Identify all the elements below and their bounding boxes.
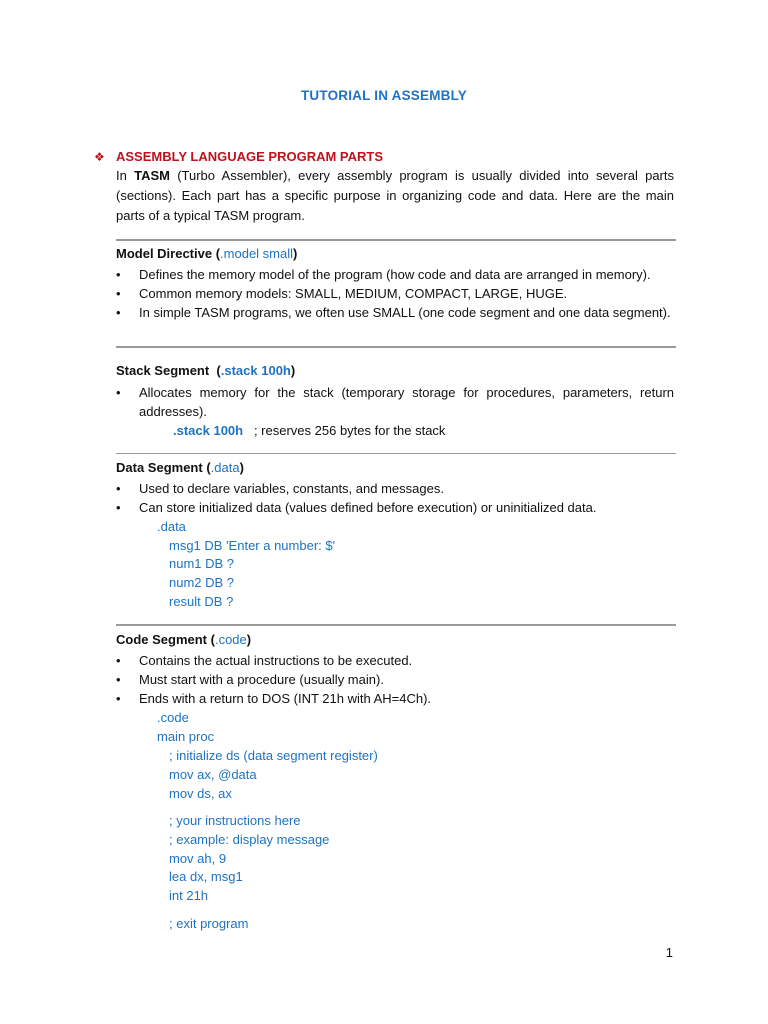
code-line: int 21h — [169, 888, 209, 903]
list-item: • Ends with a return to DOS (INT 21h with AH=4Ch). — [116, 689, 674, 708]
stack-title: Stack Segment — [116, 363, 210, 378]
diamond-dots-icon: ❖ — [94, 149, 105, 164]
list-item: • Allocates memory for the stack (temporary storage for procedures, parameters, return addresses). — [116, 383, 674, 421]
document-title: TUTORIAL IN ASSEMBLY — [300, 88, 468, 103]
intro-bold-term: TASM — [134, 168, 170, 183]
code-line: ; initialize ds (data segment register) — [169, 748, 378, 763]
list-item: • Contains the actual instructions to be executed. — [116, 651, 674, 670]
stack-directive: .stack 100h — [220, 363, 291, 378]
data-title: Data Segment — [116, 460, 203, 475]
intro-prefix: In — [116, 168, 135, 183]
code-line: ; exit program — [169, 916, 249, 931]
list-item: • Must start with a procedure (usually main). — [116, 670, 674, 689]
code-title: Code Segment — [116, 632, 208, 647]
code-line: result DB ? — [169, 594, 234, 609]
code-line: msg1 DB 'Enter a number: $' — [169, 538, 336, 553]
model-heading: Model Directive (.model small) — [116, 246, 298, 261]
model-title: Model Directive — [116, 246, 213, 261]
code-line: num2 DB ? — [169, 575, 235, 590]
stack-example — [173, 421, 445, 440]
code-line: mov ds, ax — [169, 786, 232, 801]
model-directive: .model small — [220, 246, 294, 261]
stack-bullets — [116, 383, 674, 421]
list-item: • Used to declare variables, constants, and messages. — [116, 479, 674, 498]
code-line: main proc — [157, 729, 215, 744]
model-bullets — [116, 265, 674, 322]
code-line: mov ax, @data — [169, 767, 257, 782]
code-line: mov ah, 9 — [169, 851, 227, 866]
code-bullets — [116, 651, 674, 708]
data-bullets — [116, 479, 674, 517]
code-directive: .code — [214, 632, 247, 647]
intro-paragraph — [116, 166, 674, 226]
code-line: .data — [157, 519, 186, 534]
intro-rest: (Turbo Assembler), every assembly program is usually divided into several parts (sections). Each part has a specific purpose in organizing code and data. Here are the main parts of a typical TASM program. — [116, 168, 674, 223]
code-line: ; your instructions here — [169, 813, 301, 828]
data-directive: .data — [210, 460, 240, 475]
code-heading: Code Segment (.code) — [116, 632, 252, 647]
section-heading — [94, 149, 383, 164]
stack-example-code: .stack 100h — [173, 423, 244, 438]
page-number: 1 — [665, 945, 673, 960]
list-item: • Can store initialized data (values defined before execution) or uninitialized data. — [116, 498, 674, 517]
code-line: lea dx, msg1 — [169, 869, 243, 884]
code-line: ; example: display message — [169, 832, 330, 847]
code-line: num1 DB ? — [169, 556, 235, 571]
list-item: • In simple TASM programs, we often use SMALL (one code segment and one data segment). — [116, 303, 674, 322]
code-line: .code — [157, 710, 189, 725]
list-item: • Common memory models: SMALL, MEDIUM, COMPACT, LARGE, HUGE. — [116, 284, 674, 303]
divider — [116, 239, 676, 241]
data-heading: Data Segment (.data) — [116, 460, 244, 475]
section-heading-text: ASSEMBLY LANGUAGE PROGRAM PARTS — [116, 149, 384, 164]
divider — [116, 453, 676, 454]
stack-heading: Stack Segment (.stack 100h) — [116, 363, 296, 378]
list-item: • Defines the memory model of the program (how code and data are arranged in memory). — [116, 265, 674, 284]
stack-example-comment: ; reserves 256 bytes for the stack — [253, 423, 446, 438]
divider — [116, 346, 676, 348]
divider — [116, 624, 676, 626]
